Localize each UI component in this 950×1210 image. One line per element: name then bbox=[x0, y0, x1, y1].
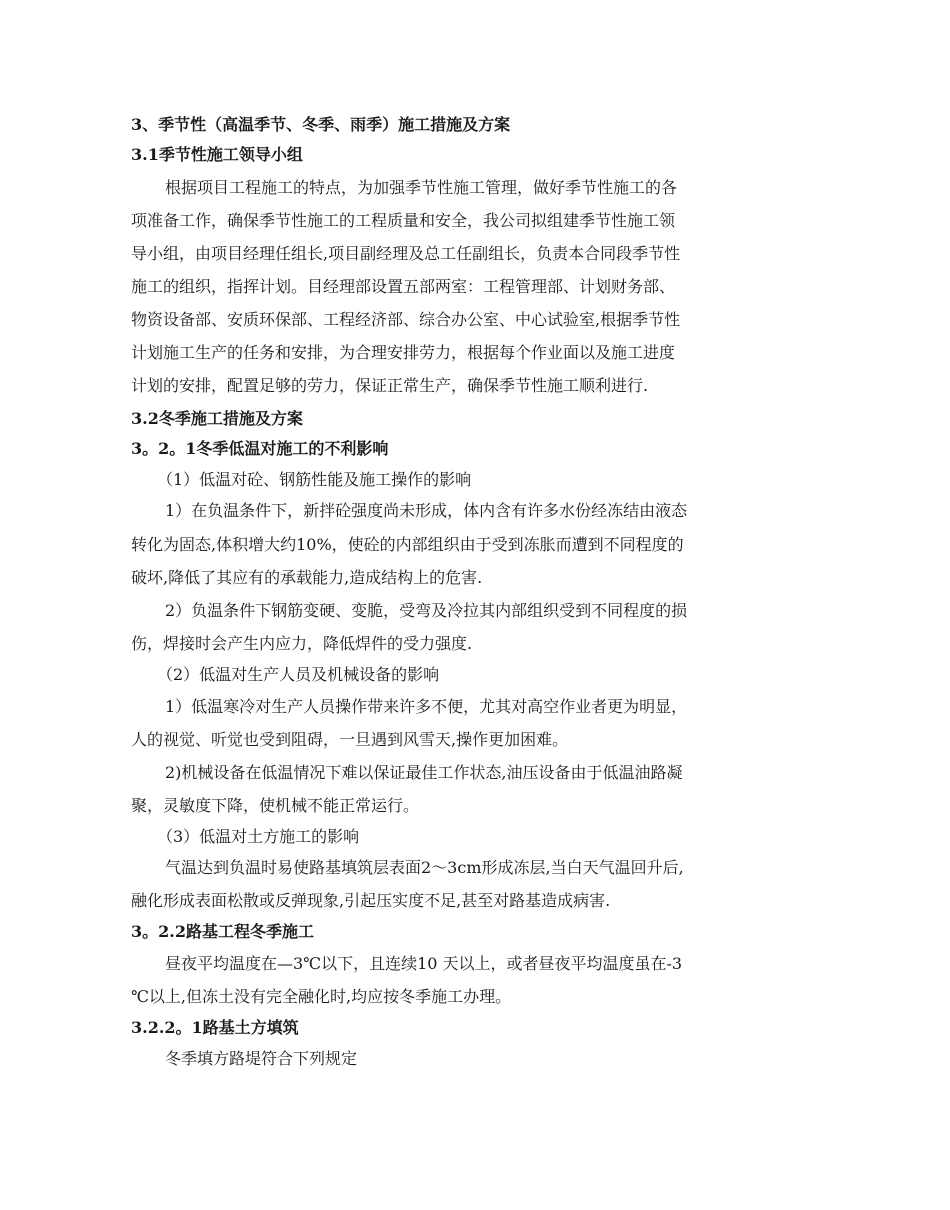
paragraph-line: 项准备工作，确保季节性施工的工程质量和安全，我公司拟组建季节性施工领 bbox=[131, 211, 676, 230]
section-heading-3-2-2-1: 3.2.2。1路基土方填筑 bbox=[131, 1018, 299, 1037]
section-heading-3: 3、季节性（高温季节、冬季、雨季）施工措施及方案 bbox=[131, 115, 511, 134]
paragraph-line: 1）低温寒冷对生产人员操作带来许多不便，尤其对高空作业者更为明显， bbox=[165, 697, 688, 716]
subsection-heading: （2）低温对生产人员及机械设备的影响 bbox=[157, 665, 440, 684]
paragraph-line: 根据项目工程施工的特点，为加强季节性施工管理，做好季节性施工的各 bbox=[165, 178, 678, 197]
paragraph-line: ℃以上,但冻土没有完全融化时,均应按冬季施工办理。 bbox=[131, 987, 512, 1006]
paragraph-line: 2）负温条件下钢筋变硬、变脆，受弯及冷拉其内部组织受到不同程度的损 bbox=[165, 601, 688, 620]
paragraph-line: 计划施工生产的任务和安排，为合理安排劳力，根据每个作业面以及施工进度 bbox=[131, 343, 676, 362]
paragraph-line: 物资设备部、安质环保部、工程经济部、综合办公室、中心试验室,根据季节性 bbox=[131, 310, 681, 329]
subsection-heading: （1）低温对砼、钢筋性能及施工操作的影响 bbox=[157, 470, 472, 489]
paragraph-line: 冬季填方路堤符合下列规定 bbox=[165, 1049, 358, 1068]
paragraph-line: 导小组，由项目经理任组长,项目副经理及总工任副组长，负责本合同段季节性 bbox=[131, 244, 681, 263]
section-heading-3-2: 3.2冬季施工措施及方案 bbox=[131, 409, 303, 428]
paragraph-line: 2)机械设备在低温情况下难以保证最佳工作状态,油压设备由于低温油路凝 bbox=[165, 763, 683, 782]
paragraph-line: 昼夜平均温度在—3℃以下，且连续10 天以上，或者昼夜平均温度虽在-3 bbox=[165, 954, 683, 973]
paragraph-line: 破坏,降低了其应有的承载能力,造成结构上的危害. bbox=[131, 568, 483, 587]
paragraph-line: 转化为固态,体积增大约10%，使砼的内部组织由于受到冻胀而遭到不同程度的 bbox=[131, 535, 684, 554]
paragraph-line: 1）在负温条件下，新拌砼强度尚未形成，体内含有许多水份经冻结由液态 bbox=[165, 501, 688, 520]
paragraph-line: 计划的安排，配置足够的劳力，保证正常生产，确保季节性施工顺利进行. bbox=[131, 376, 649, 395]
section-heading-3-2-1: 3。2。1冬季低温对施工的不利影响 bbox=[131, 439, 389, 458]
paragraph-line: 融化形成表面松散或反弹现象,引起压实度不足,甚至对路基造成病害. bbox=[131, 891, 611, 910]
paragraph-line: 人的视觉、听觉也受到阻碍，一旦遇到风雪天,操作更加困难。 bbox=[131, 730, 569, 749]
paragraph-line: 伤，焊接时会产生内应力，降低焊件的受力强度. bbox=[131, 634, 473, 653]
section-heading-3-2-2: 3。2.2路基工程冬季施工 bbox=[131, 922, 314, 941]
section-heading-3-1: 3.1季节性施工领导小组 bbox=[131, 145, 303, 164]
subsection-heading: （3）低温对土方施工的影响 bbox=[157, 827, 360, 846]
paragraph-line: 聚，灵敏度下降，使机械不能正常运行。 bbox=[131, 796, 420, 815]
paragraph-line: 施工的组织，指挥计划。目经理部设置五部两室：工程管理部、计划财务部、 bbox=[131, 277, 676, 296]
paragraph-line: 气温达到负温时易使路基填筑层表面2～3cm形成冻层,当白天气温回升后, bbox=[165, 858, 684, 877]
